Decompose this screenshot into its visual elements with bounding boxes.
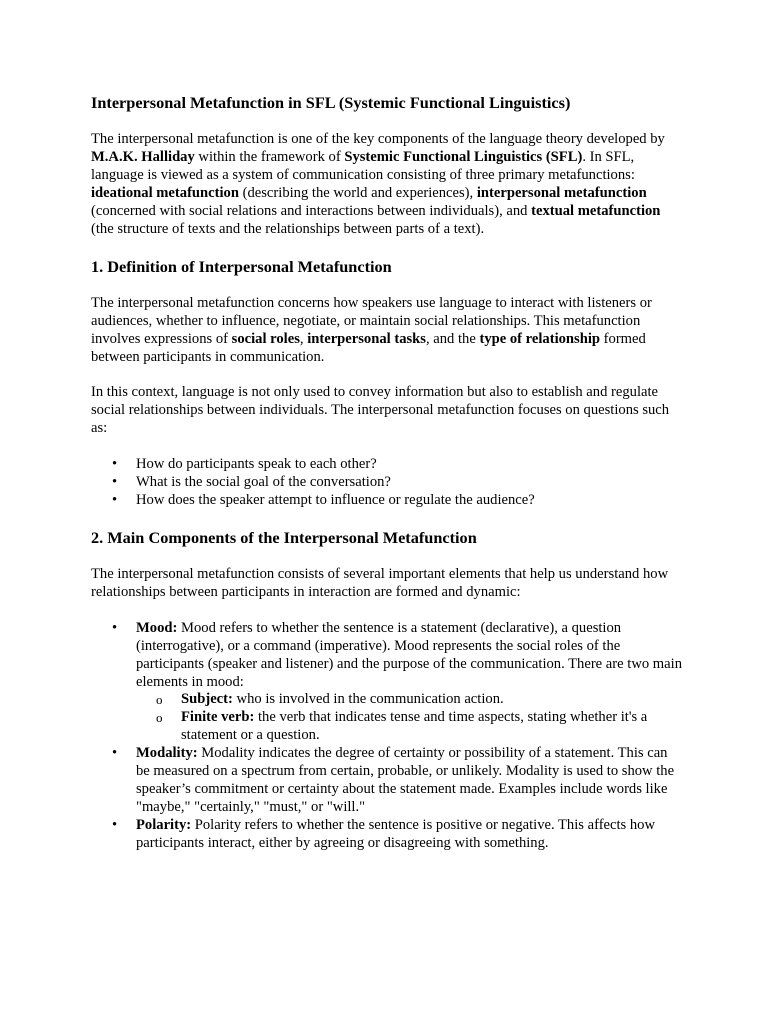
bold-term: Subject:	[181, 691, 233, 707]
bold-term: social roles	[231, 330, 300, 347]
bold-term: Mood:	[136, 620, 178, 636]
sublist-item-finite-verb: o Finite verb: the verb that indicates tense and time aspects, stating whether it's a statement or a question.	[156, 708, 648, 743]
section-2-heading: 2. Main Components of the Interpersonal Metafunction	[91, 528, 477, 547]
section-1-paragraph-1: The interpersonal metafunction concerns how speakers use language to interact with listeners or audiences, whether to influence, negotiate, or maintain social relationships. This metafunction involves expressions of social roles, interpersonal tasks, and the type of relationship formed between participants in communication.	[91, 295, 652, 365]
bullet-icon: •	[112, 491, 118, 508]
section-1-heading: 1. Definition of Interpersonal Metafunction	[91, 257, 392, 276]
list-item-modality: • Modality: Modality indicates the degree of certainty or possibility of a statement. This can be measured on a spectrum from certain, probable, or unlikely. Modality is used to show the speaker’s commitment or certainty about the statement made. Examples include words like "maybe," "certainly," "must," or "will."	[112, 745, 675, 815]
bullet-icon: •	[112, 456, 118, 472]
bullet-icon: •	[112, 816, 118, 833]
bullet-icon: •	[112, 745, 118, 761]
bold-term: M.A.K. Halliday	[91, 148, 195, 165]
list-item-mood: • Mood: Mood refers to whether the sentence is a statement (declarative), a question (interrogative), or a command (imperative). Mood represents the social roles of the participants (speaker and listener) and the purpose of the communication. There are two main elements in mood:	[112, 620, 682, 690]
bold-term: ideational metafunction	[91, 184, 239, 201]
bullet-icon: •	[112, 473, 118, 490]
bold-term: textual metafunction	[531, 202, 661, 219]
intro-paragraph: The interpersonal metafunction is one of the key components of the language theory developed by M.A.K. Halliday within the framework of Systemic Functional Linguistics (SFL). In SFL, language is viewed as a system of communication consisting of three primary metafunctions: ideational metafunction (describing the world and experiences), interpersonal metafunction (concerned with social relations and interactions between individuals), and textual metafunction (the structure of texts and the relationships between parts of a text).	[91, 131, 665, 237]
components-list-continued	[112, 745, 682, 852]
list-item: • How does the speaker attempt to influence or regulate the audience?	[112, 491, 535, 508]
section-2-paragraph-1: The interpersonal metafunction consists of several important elements that help us understand how relationships between participants in interaction are formed and dynamic:	[91, 566, 669, 600]
bold-term: interpersonal tasks	[307, 330, 426, 347]
page-title: Interpersonal Metafunction in SFL (Systemic Functional Linguistics)	[91, 93, 571, 112]
sublist-item-subject: o Subject: who is involved in the communication action.	[156, 691, 504, 707]
circle-bullet-icon: o	[156, 692, 163, 707]
circle-bullet-icon: o	[156, 709, 163, 725]
list-item-polarity: • Polarity: Polarity refers to whether the sentence is positive or negative. This affects how participants interact, either by agreeing or disagreeing with something.	[112, 816, 656, 851]
list-item: • What is the social goal of the conversation?	[112, 473, 391, 490]
bold-term: Finite verb:	[181, 708, 255, 725]
mood-sublist	[156, 691, 682, 745]
bold-term: type of relationship	[479, 330, 601, 347]
bold-term: interpersonal metafunction	[476, 184, 647, 201]
list-item: • How do participants speak to each other?	[112, 456, 377, 472]
bold-term: Modality:	[136, 745, 198, 761]
bold-term: Polarity:	[136, 816, 192, 833]
components-list	[112, 620, 682, 692]
bullet-icon: •	[112, 620, 118, 636]
question-list	[112, 456, 682, 510]
section-1-paragraph-2: In this context, language is not only used to convey information but also to establish and regulate social relationships between individuals. The interpersonal metafunction focuses on questions such as:	[91, 384, 670, 436]
bold-term: Systemic Functional Linguistics (SFL)	[344, 148, 583, 165]
